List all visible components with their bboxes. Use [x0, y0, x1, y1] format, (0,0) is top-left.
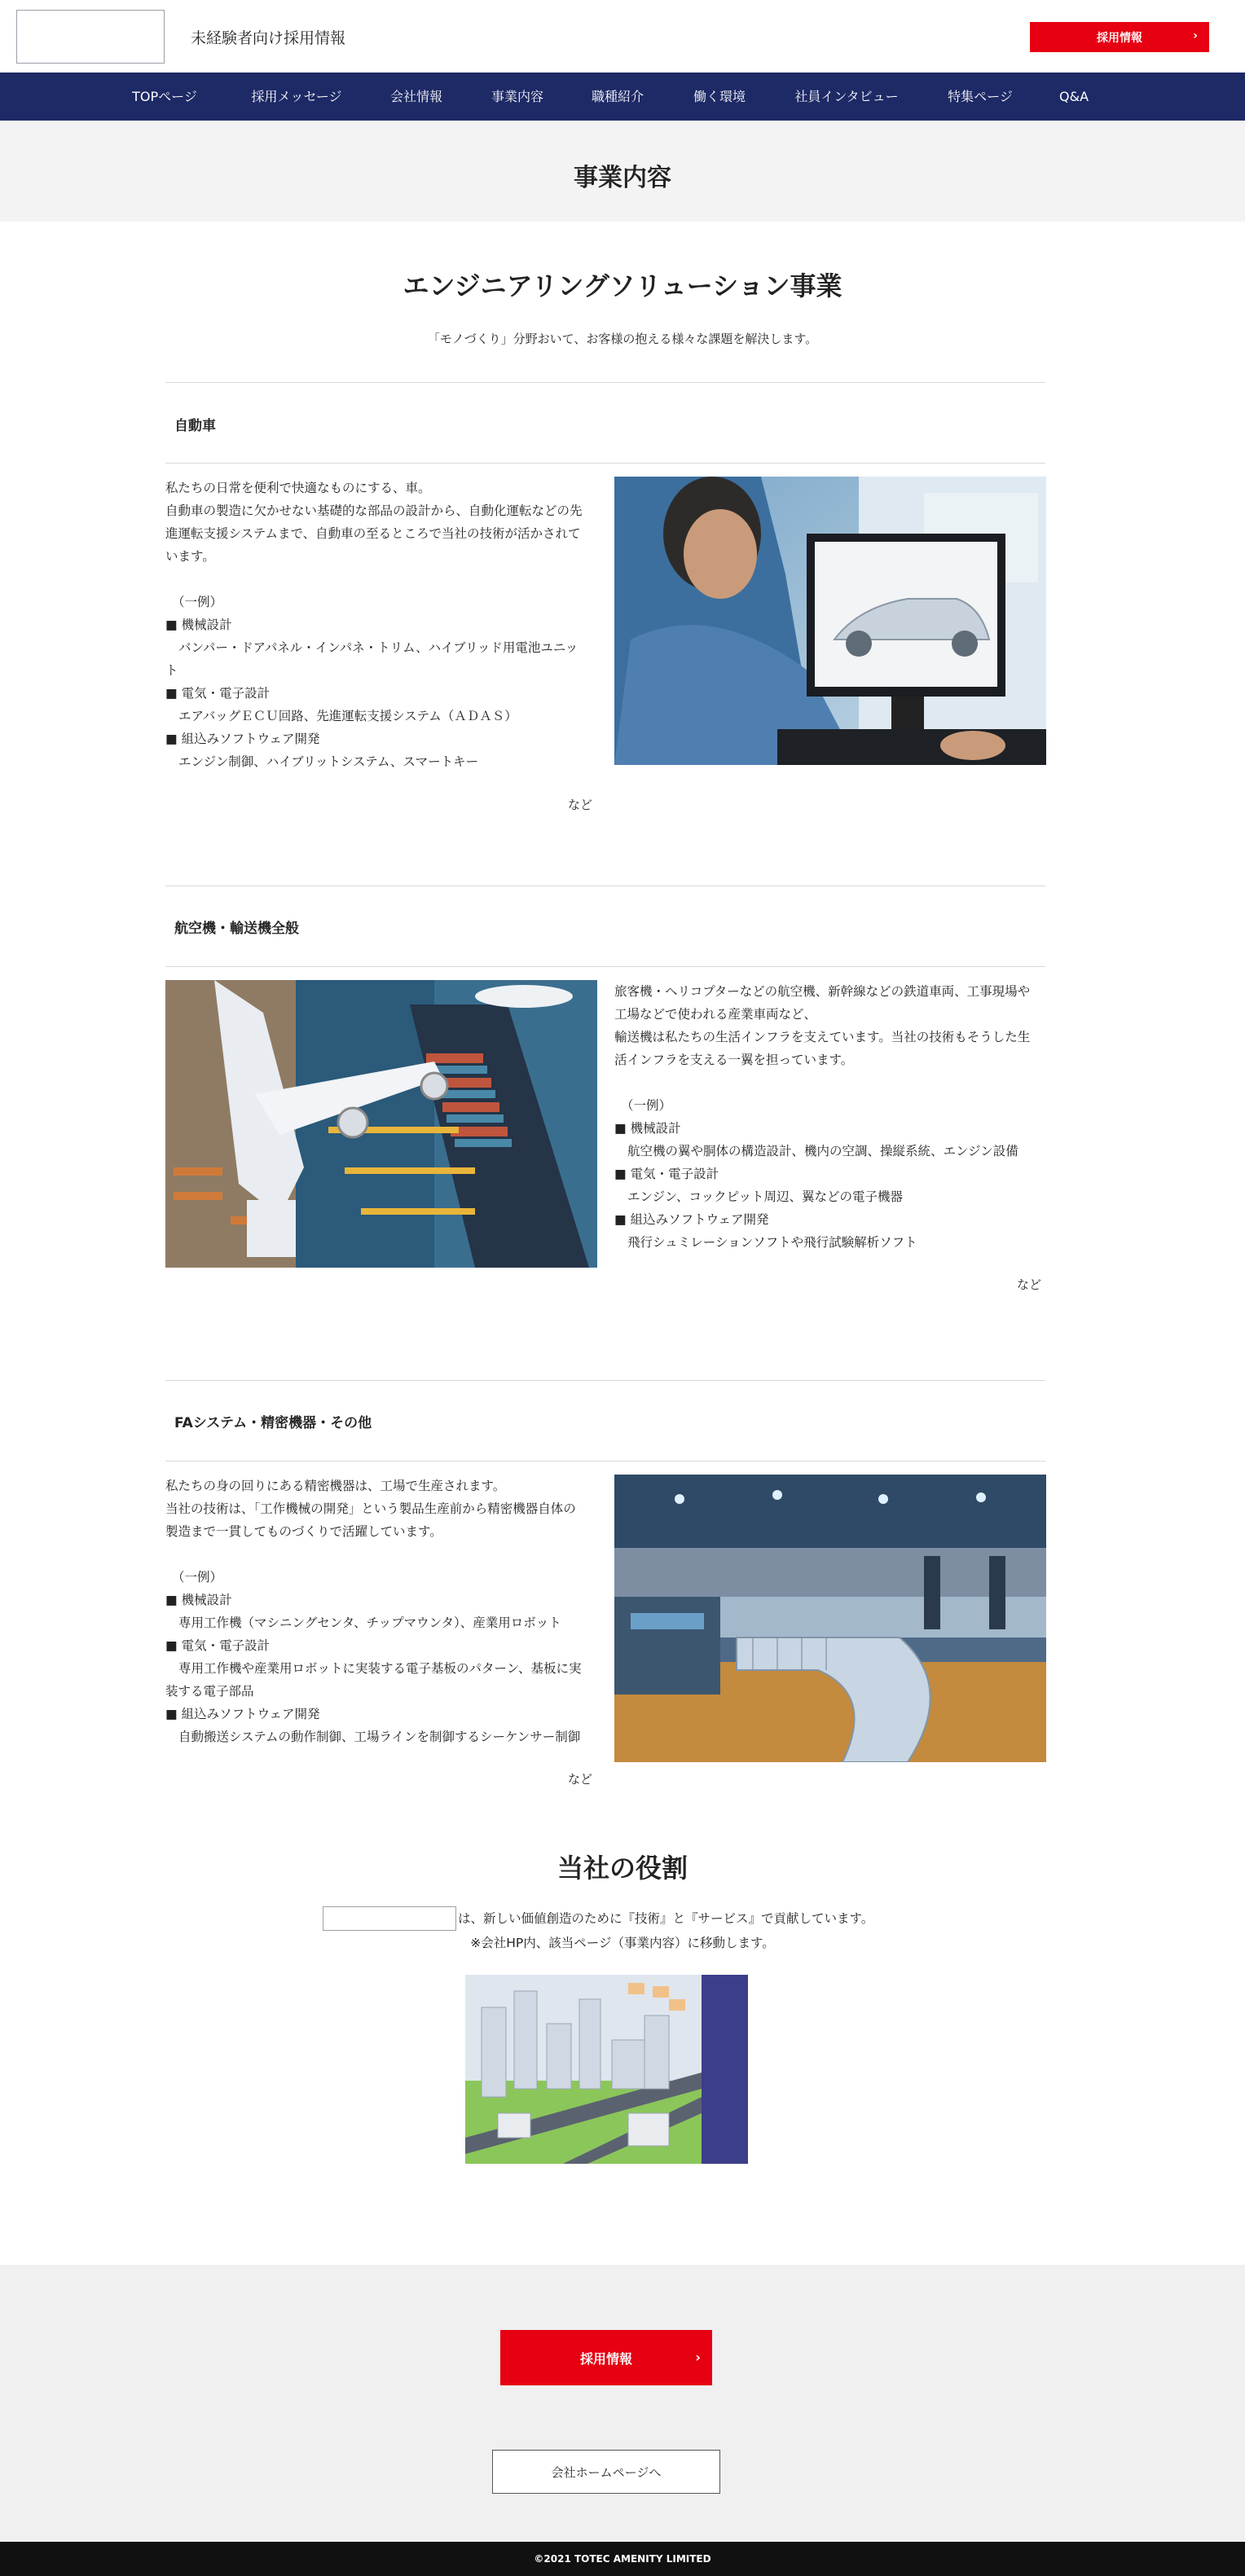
intro-line: 進運転支援システムまで、自動車の至るところで当社の技術が活かされて [165, 526, 581, 541]
example-item-label: ■ 電気・電子設計 [614, 1167, 719, 1181]
site-header [0, 0, 1245, 73]
intro-line: 製造まで一貫してものづくりで活躍しています。 [165, 1524, 442, 1539]
car-design-photo [614, 477, 1046, 765]
example-label: （一例） [172, 1570, 223, 1585]
example-item-label: ■ 電気・電子設計 [165, 686, 271, 701]
solution-title: エンジニアリングソリューション事業 [403, 270, 842, 301]
intro-line: 活インフラを支える一翼を担っています。 [614, 1053, 854, 1067]
example-item-detail: ト [165, 663, 178, 678]
example-item-label: ■ 組込みソフトウェア開発 [614, 1212, 769, 1227]
airplane-port-photo [165, 980, 597, 1268]
intro-line: 私たちの日常を便利で快適なものにする、車。 [165, 481, 431, 495]
site-title: 未経験者向け採用情報 [191, 29, 346, 47]
divider [165, 382, 1045, 383]
etc-label: など [568, 1772, 593, 1787]
footer-recruit-label: 採用情報 [579, 2350, 632, 2367]
category-text-aircraft [614, 980, 1054, 1254]
example-item-label: ■ 機械設計 [165, 618, 232, 632]
divider [165, 966, 1045, 967]
company-logo[interactable] [16, 10, 165, 64]
example-item-detail: 専用工作機（マシニングセンタ、チップマウンタ）、産業用ロボット [178, 1615, 561, 1630]
example-item-label: ■ 組込みソフトウェア開発 [165, 1707, 320, 1721]
role-note: ※会社HP内、該当ページ（事業内容）に移動します。 [470, 1936, 775, 1950]
company-home-button[interactable]: 会社ホームページへ [492, 2450, 720, 2494]
intro-line: 輸送機は私たちの生活インフラを支えています。当社の技術もそうした生 [614, 1030, 1031, 1044]
nav-item-qa[interactable]: Q&A [1058, 89, 1089, 104]
chevron-right-icon: › [695, 2350, 701, 2365]
nav-item-business[interactable]: 事業内容 [491, 89, 544, 104]
city-illustration-banner[interactable] [465, 1975, 748, 2164]
chevron-right-icon: › [1193, 29, 1198, 42]
header-recruit-button[interactable] [1030, 22, 1209, 52]
example-label: （一例） [172, 595, 223, 609]
company-name-link[interactable] [323, 1906, 456, 1931]
page-title: 事業内容 [574, 164, 671, 192]
copyright: ©2021 TOTEC AMENITY LIMITED [0, 2542, 1245, 2576]
divider [165, 463, 1045, 464]
example-item-detail: 自動搬送システムの動作制御、工場ラインを制御するシーケンサー制御 [178, 1730, 581, 1744]
intro-line: 旅客機・ヘリコプターなどの航空機、新幹線などの鉄道車両、工事現場や [614, 984, 1031, 999]
footer-recruit-button[interactable] [500, 2330, 712, 2385]
nav-item-interview[interactable]: 社員インタビュー [794, 89, 899, 104]
solution-lead: 「モノづくり」分野おいて、お客様の抱える様々な課題を解決します。 [427, 332, 818, 346]
example-item-detail: エンジン、コックピット周辺、翼などの電子機器 [627, 1189, 904, 1204]
factory-line-photo [614, 1475, 1046, 1762]
example-item-label: ■ 電気・電子設計 [165, 1638, 271, 1653]
divider [165, 1461, 1045, 1462]
intro-line: 私たちの身の回りにある精密機器は、工場で生産されます。 [165, 1479, 506, 1493]
category-heading-aircraft: 航空機・輸送機全般 [174, 921, 299, 937]
example-item-detail: バンパー・ドアパネル・インパネ・トリム、ハイブリッド用電池ユニッ [178, 640, 579, 655]
category-text-fa [165, 1475, 605, 1748]
example-label: （一例） [621, 1098, 672, 1113]
example-item-detail: 専用工作機や産業用ロボットに実装する電子基板のパターン、基板に実 [178, 1661, 582, 1676]
etc-label: など [1017, 1277, 1042, 1292]
example-item-detail: 装する電子部品 [165, 1684, 254, 1699]
example-item-label: ■ 機械設計 [165, 1593, 232, 1607]
example-item-detail: 飛行シュミレーションソフトや飛行試験解析ソフト [627, 1235, 917, 1250]
nav-item-feature[interactable]: 特集ページ [948, 89, 1013, 104]
footer-band [0, 2265, 1245, 2542]
example-item-detail: エンジン制御、ハイブリットシステム、スマートキー [178, 754, 479, 769]
role-description: は、新しい価値創造のために『技術』と『サービス』で貢献しています。 [458, 1911, 874, 1926]
etc-label: など [568, 798, 593, 812]
nav-item-top[interactable]: TOPページ [132, 89, 197, 104]
intro-line: います。 [165, 549, 215, 564]
nav-item-message[interactable]: 採用メッセージ [251, 89, 342, 104]
example-item-detail: 航空機の翼や胴体の構造設計、機内の空調、操縦系統、エンジン設備 [627, 1144, 1018, 1158]
example-item-detail: エアバッグＥＣＵ回路、先進運転支援システム（ＡＤＡＳ） [178, 709, 517, 723]
header-recruit-label: 採用情報 [1097, 31, 1142, 45]
divider [165, 1380, 1045, 1381]
role-title: 当社の役割 [557, 1853, 688, 1884]
page-title-band [0, 121, 1245, 222]
nav-item-jobs[interactable]: 職種紹介 [591, 89, 644, 104]
category-heading-automobile: 自動車 [174, 418, 216, 434]
example-item-label: ■ 組込みソフトウェア開発 [165, 732, 320, 746]
example-item-label: ■ 機械設計 [614, 1121, 681, 1136]
category-heading-fa: FAシステム・精密機器・その他 [174, 1415, 372, 1431]
category-text-automobile [165, 477, 605, 773]
intro-line: 当社の技術は、「工作機械の開発」という製品生産前から精密機器自体の [165, 1501, 576, 1516]
global-nav [0, 73, 1245, 121]
nav-item-environment[interactable]: 働く環境 [693, 89, 746, 104]
intro-line: 自動車の製造に欠かせない基礎的な部品の設計から、自動化運転などの先 [165, 503, 583, 518]
intro-line: 工場などで使われる産業車両など、 [614, 1007, 817, 1022]
nav-item-company[interactable]: 会社情報 [389, 89, 443, 104]
